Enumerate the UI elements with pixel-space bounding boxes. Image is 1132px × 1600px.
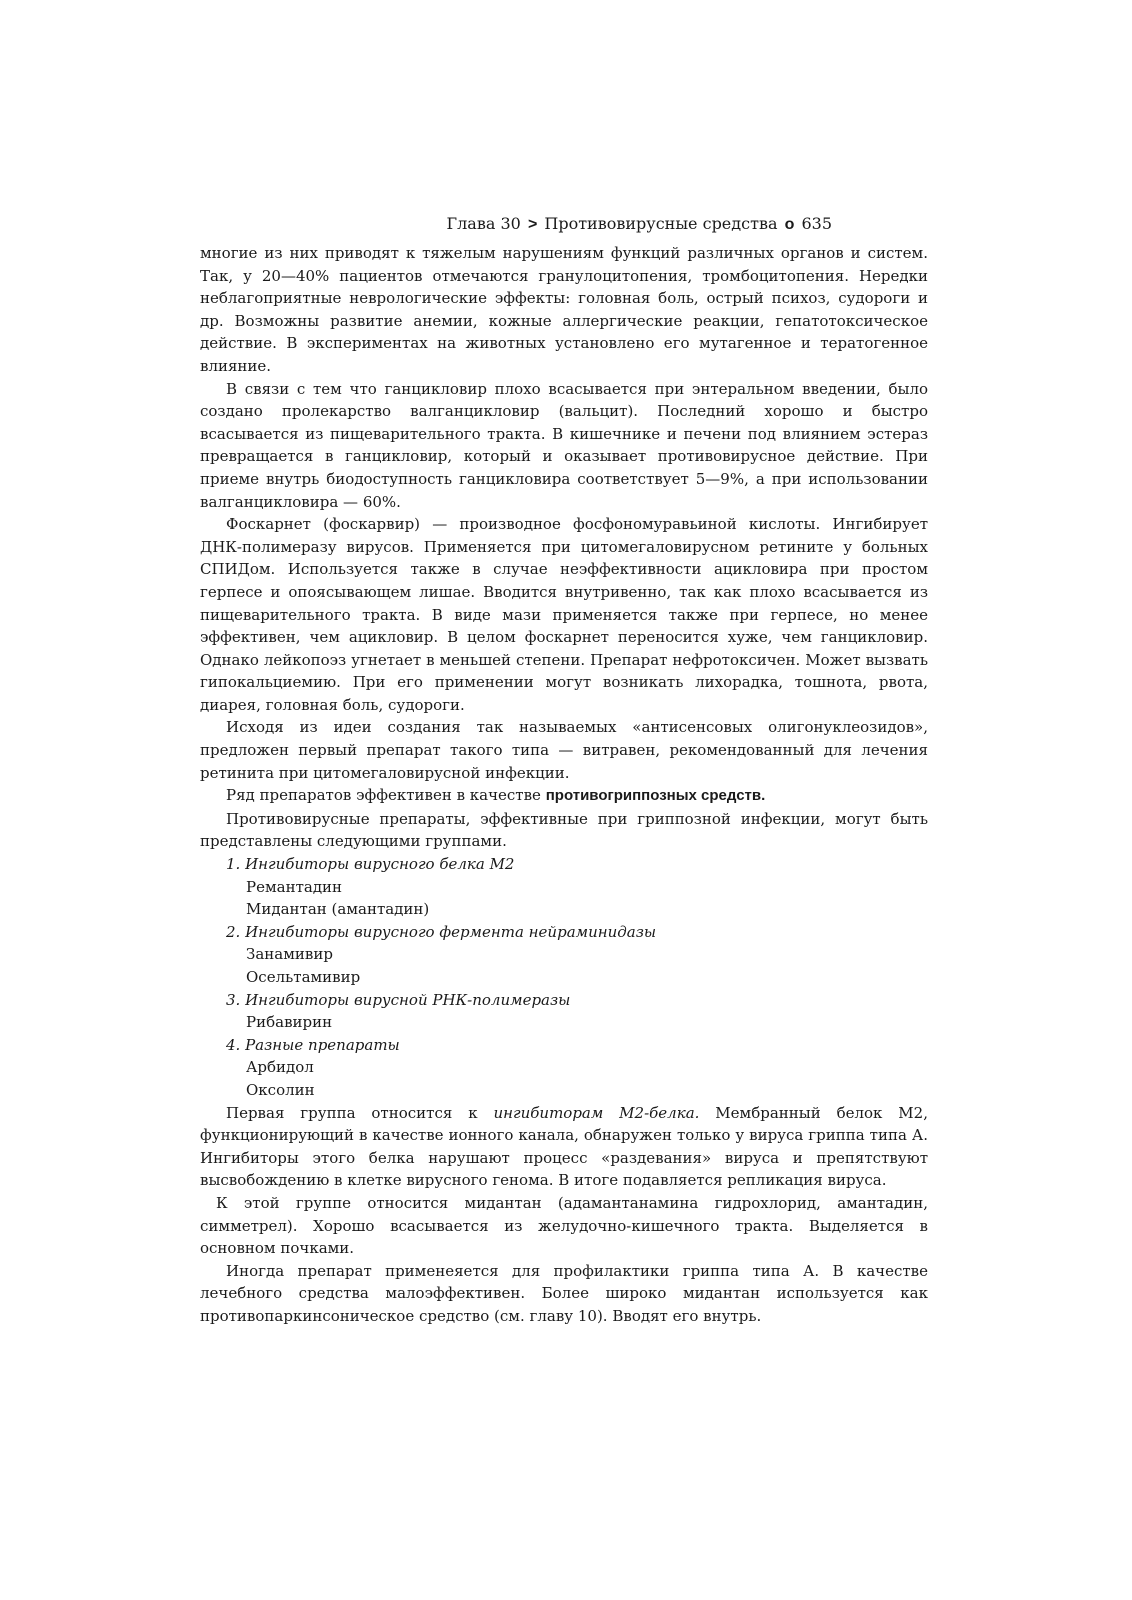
- body-text: [200, 242, 928, 1328]
- paragraph-7-rest: Мембранный белок М2, функционирующий в качестве ионного канала, обнаружен только у вируса гриппа типа А. Ингибиторы этого белка нарушают процесс «раздевания» вируса и препятствуют высвобождению в клетке вирусного генома. В итоге подавляется репликация вируса.: [200, 1103, 928, 1190]
- drug-item: Оксолин: [246, 1080, 315, 1099]
- chapter-title: Противовирусные средства: [544, 214, 778, 233]
- drug-group-list: [200, 853, 928, 1102]
- paragraph-4: Исходя из идеи создания так называемых «антисенсовых олигонуклеозидов», предложен первый препарат такого типа — витравен, рекомендованный для лечения ретинита при цитомегаловирусной инфекции.: [200, 718, 928, 782]
- drug-item: Рибавирин: [246, 1013, 333, 1032]
- drug-item: Арбидол: [246, 1058, 314, 1077]
- paragraph-5-text: Ряд препаратов эффективен в качестве: [226, 786, 541, 805]
- drug-item: Занамивир: [246, 945, 333, 964]
- header-separator: >: [527, 216, 538, 233]
- drug-item: Осельтамивир: [246, 968, 361, 986]
- drug-item: Мидантан (амантадин): [246, 900, 430, 919]
- group-heading: 3. Ингибиторы вирусной РНК-полимеразы: [226, 990, 571, 1009]
- chapter-number: Глава 30: [446, 214, 521, 233]
- page-number: 635: [801, 214, 832, 233]
- group-heading: 4. Разные препараты: [226, 1035, 400, 1054]
- bold-term: противогриппозных средств.: [545, 787, 766, 805]
- group-heading: 2. Ингибиторы вирусного фермента нейраминидазы: [226, 922, 657, 941]
- paragraph-2: В связи с тем что ганцикловир плохо всасывается при энтеральном введении, было создано пролекарство валганцикловир (вальцит). Последний хорошо и быстро всасывается из пищеварительного тракта. В кишечнике и печени под влиянием эстераз превращается в ганцикловир, который и оказывает противовирусное действие. При приеме внутрь биодоступность ганцикловира соответствует 5—9%, а при использовании валганцикловира — 60%.: [200, 379, 928, 511]
- group-heading: 1. Ингибиторы вирусного белка М2: [226, 855, 515, 874]
- header-bullet: o: [784, 216, 795, 233]
- italic-term: ингибиторам М2-белка.: [493, 1103, 700, 1122]
- paragraph-3: Фоскарнет (фоскарвир) — производное фосфономуравьиной кислоты. Ингибирует ДНК-полимеразу вирусов. Применяется при цитомегаловирусном ретините у больных СПИДом. Используется также в случае неэффективности ацикловира при простом герпесе и опоясывающем лишае. Вводится внутривенно, так как плохо всасывается из пищеварительного тракта. В виде мази применяется также при герпесе, но менее эффективен, чем ацикловир. В целом фоскарнет переносится хуже, чем ганцикловир. Однако лейкопоэз угнетает в меньшей степени. Препарат нефротоксичен. Может вызвать гипокальциемию. При его применении могут возникать лихорадка, тошнота, рвота, диарея, головная боль, судороги.: [200, 515, 928, 714]
- paragraph-9: Иногда препарат применеяется для профилактики гриппа типа А. В качестве лечебного средства малоэффективен. Более широко мидантан используется как противопаркинсоническое средство (см. главу 10). Вводят его внутрь.: [200, 1261, 928, 1325]
- running-header: [200, 212, 928, 237]
- paragraph-1: многие из них приводят к тяжелым нарушениям функций различных органов и систем. Так, у 20—40% пациентов отмечаются гранулоцитопения, тромбоцитопения. Нередки неблагоприятные неврологические эффекты: головная боль, острый психоз, судороги и др. Возможны развитие анемии, кожные аллергические реакции, гепатотоксическое действие. В экспериментах на животных установлено его мутагенное и тератогенное влияние.: [200, 244, 928, 375]
- paragraph-5: [200, 784, 928, 808]
- paragraph-6: Противовирусные препараты, эффективные при гриппозной инфекции, могут быть представлены следующими группами.: [200, 809, 928, 851]
- drug-item: Ремантадин: [246, 877, 343, 896]
- paragraph-7: [200, 1102, 928, 1192]
- document-page: [200, 212, 928, 1328]
- paragraph-8: К этой группе относится мидантан (адамантанамина гидрохлорид, амантадин, симметрел). Хорошо всасывается из желудочно-кишечного тракта. Выделяется в основном почками.: [200, 1193, 928, 1258]
- paragraph-7-text: Первая группа относится к: [226, 1103, 478, 1122]
